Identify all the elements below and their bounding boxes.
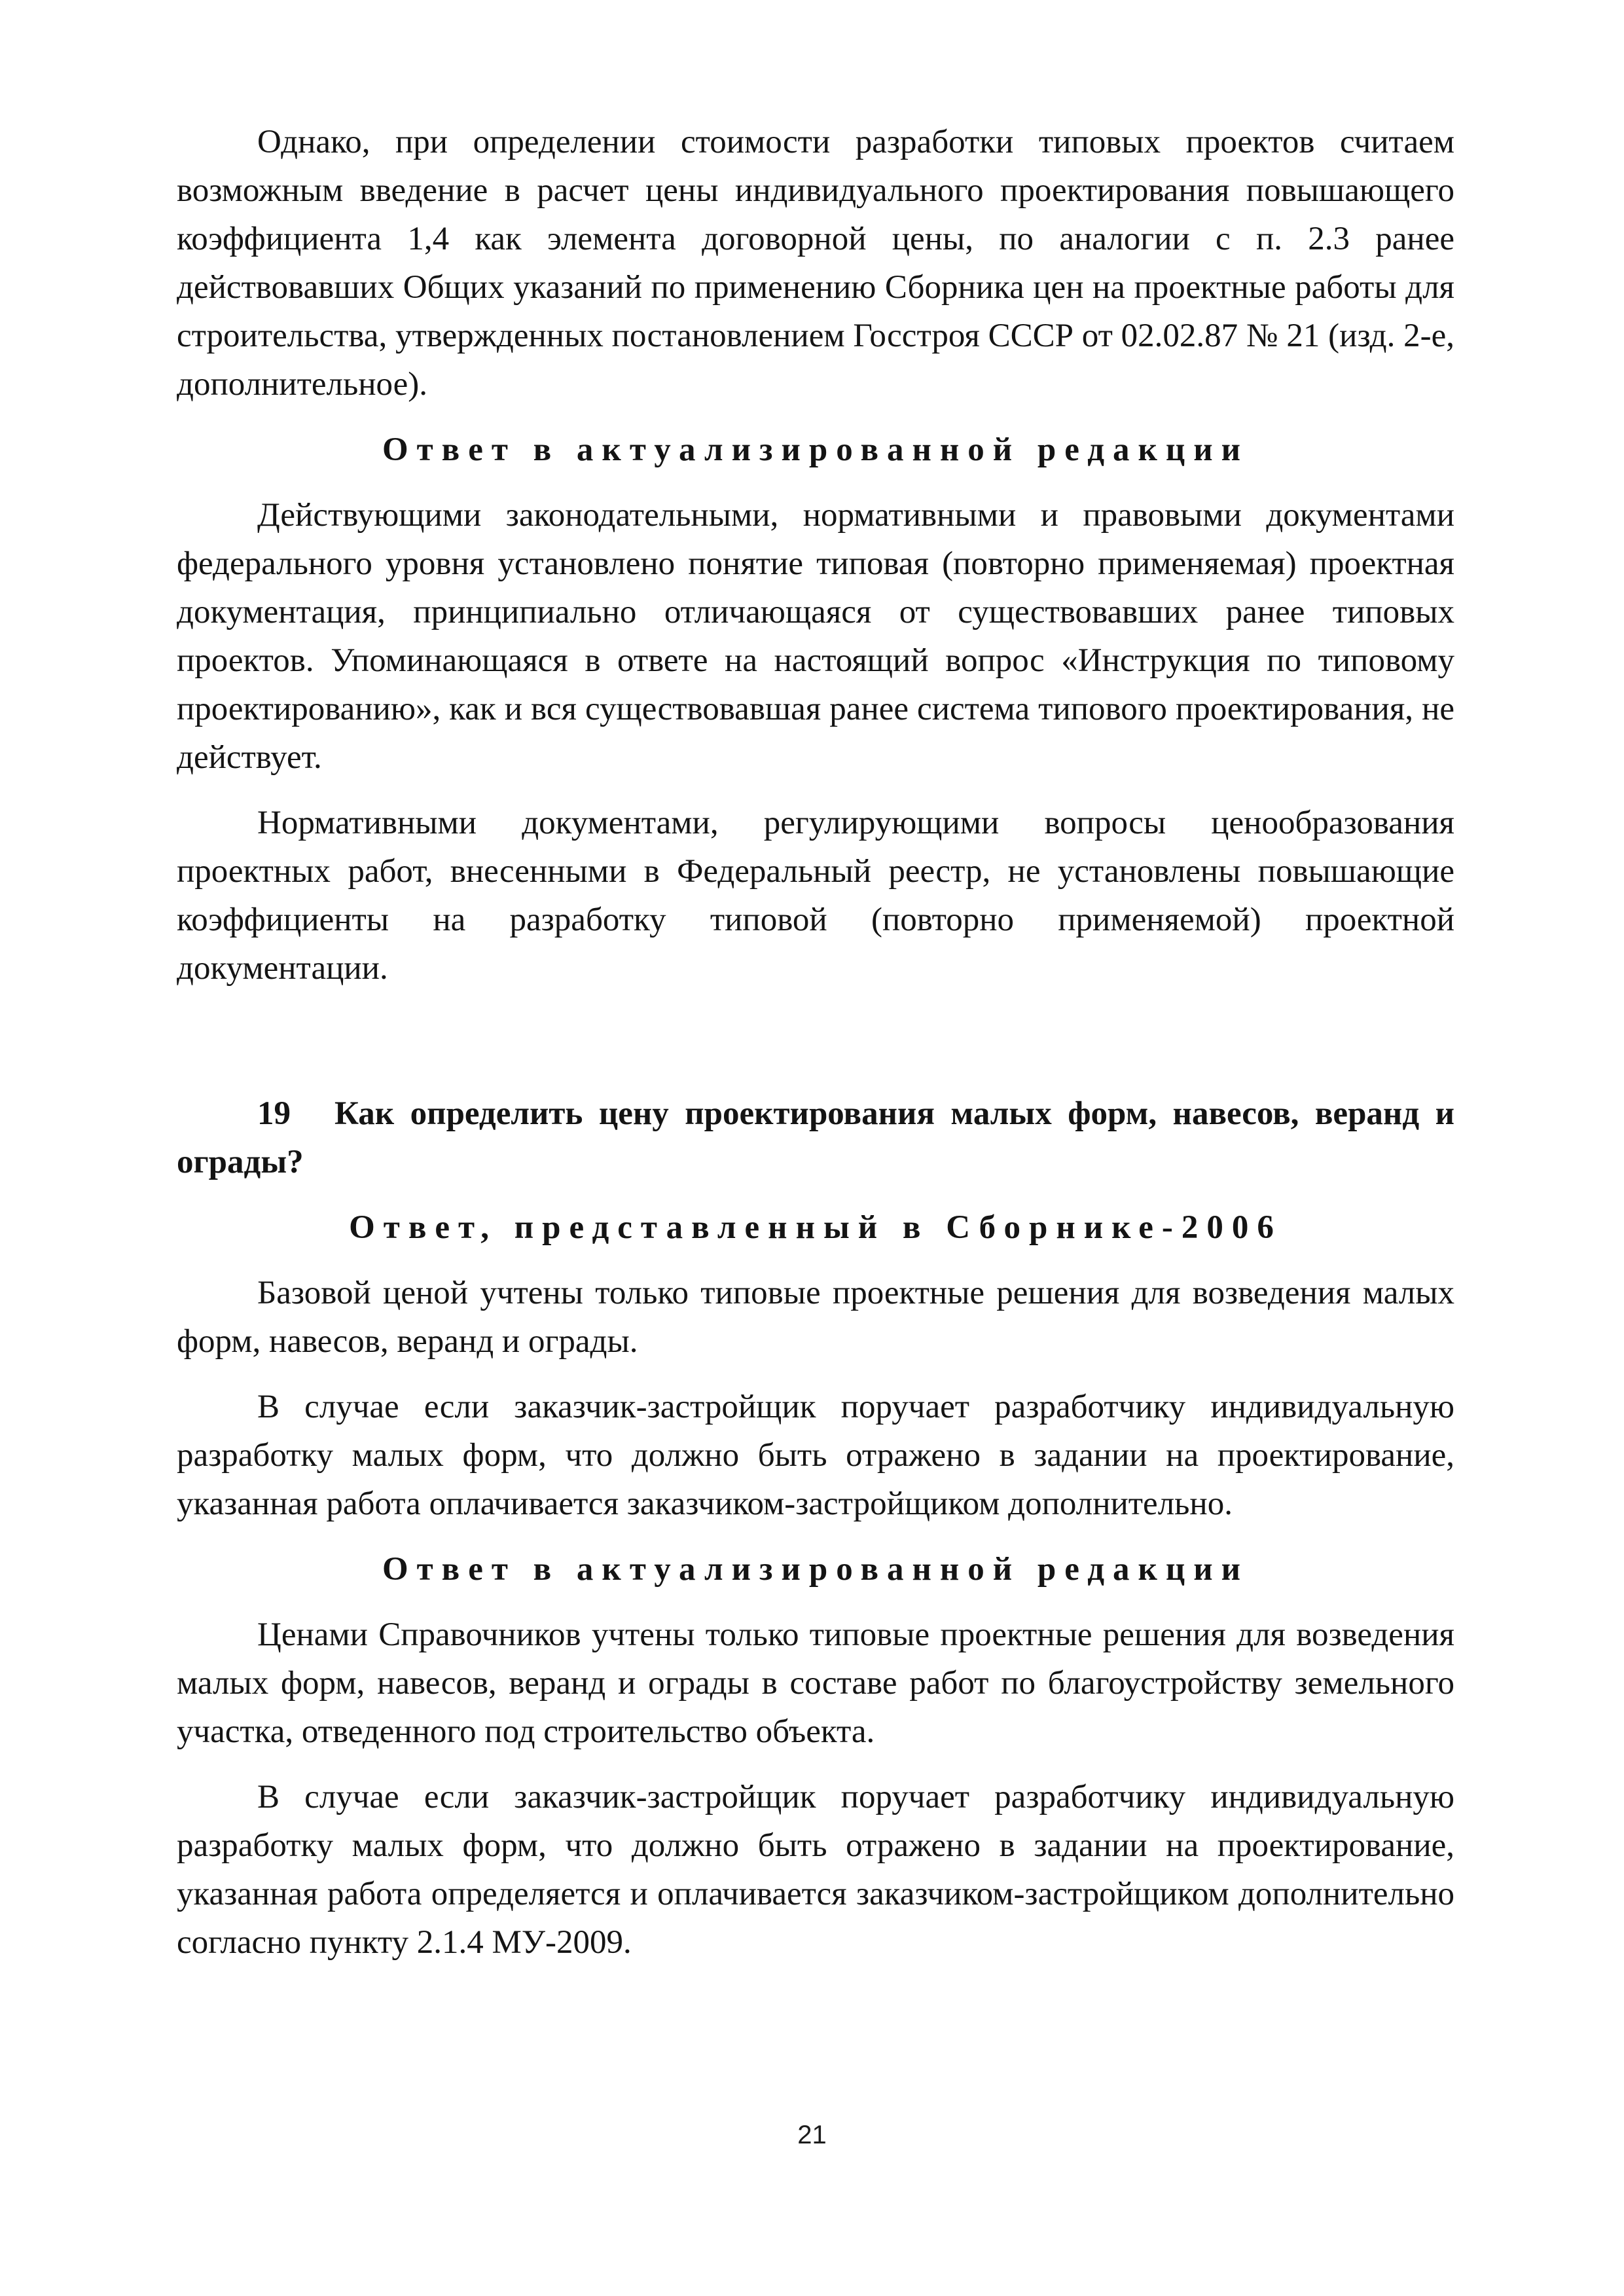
paragraph-collection-2006-answer-1: Базовой ценой учтены только типовые проектные решения для возведения малых форм, навесов, веранд и ограды. <box>177 1275 1454 1360</box>
section-heading-collection-2006-answer: Ответ, представленный в Сборнике-2006 <box>349 1209 1282 1246</box>
page-number: 21 <box>797 2121 827 2149</box>
document-page <box>177 118 1454 1967</box>
paragraph-updated-answer-1: Действующими законодательными, нормативными и правовыми документами федерального уровня установлено понятие типовая (повторно применяемая) проектная документация, принципиально отличающаяся от существовавших ранее типовых проектов. Упоминающаяся в ответе на настоящий вопрос «Инструкция по типовому проектированию», как и вся существовавшая ранее система типового проектирования, не действует. <box>177 497 1454 776</box>
paragraph-collection-2006-answer-2: В случае если заказчик-застройщик поручает разработчику индивидуальную разработку малых форм, что должно быть отражено в задании на проектирование, указанная работа оплачивается заказчиком-застройщиком дополнительно. <box>177 1389 1454 1522</box>
question-text: Как определить цену проектирования малых форм, навесов, веранд и ограды? <box>177 1095 1454 1180</box>
paragraph-updated-answer-3: Ценами Справочников учтены только типовые проектные решения для возведения малых форм, навесов, веранд и ограды в составе работ по благоустройству земельного участка, отведенного под строительство объекта. <box>177 1616 1454 1750</box>
paragraph-updated-answer-4: В случае если заказчик-застройщик поручает разработчику индивидуальную разработку малых форм, что должно быть отражено в задании на проектирование, указанная работа определяется и оплачивается заказчиком-застройщиком дополнительно согласно пункту 2.1.4 МУ-2009. <box>177 1779 1454 1961</box>
section-heading-updated-answer-2: Ответ в актуализированной редакции <box>382 1551 1250 1588</box>
question-19 <box>177 1089 1454 1186</box>
paragraph-intro: Однако, при определении стоимости разработки типовых проектов считаем возможным введение в расчет цены индивидуального проектирования повышающего коэффициента 1,4 как элемента договорной цены, по аналогии с п. 2.3 ранее действовавших Общих указаний по применению Сборника цен на проектные работы для строительства, утвержденных постановлением Госстроя СССР от 02.02.87 № 21 (изд. 2-е, дополнительное). <box>177 124 1454 403</box>
question-number: 19 <box>257 1095 291 1132</box>
section-heading-updated-answer: Ответ в актуализированной редакции <box>382 431 1250 468</box>
paragraph-updated-answer-2: Нормативными документами, регулирующими вопросы ценообразования проектных работ, внесенными в Федеральный реестр, не установлены повышающие коэффициенты на разработку типовой (повторно применяемой) проектной документации. <box>177 805 1454 987</box>
